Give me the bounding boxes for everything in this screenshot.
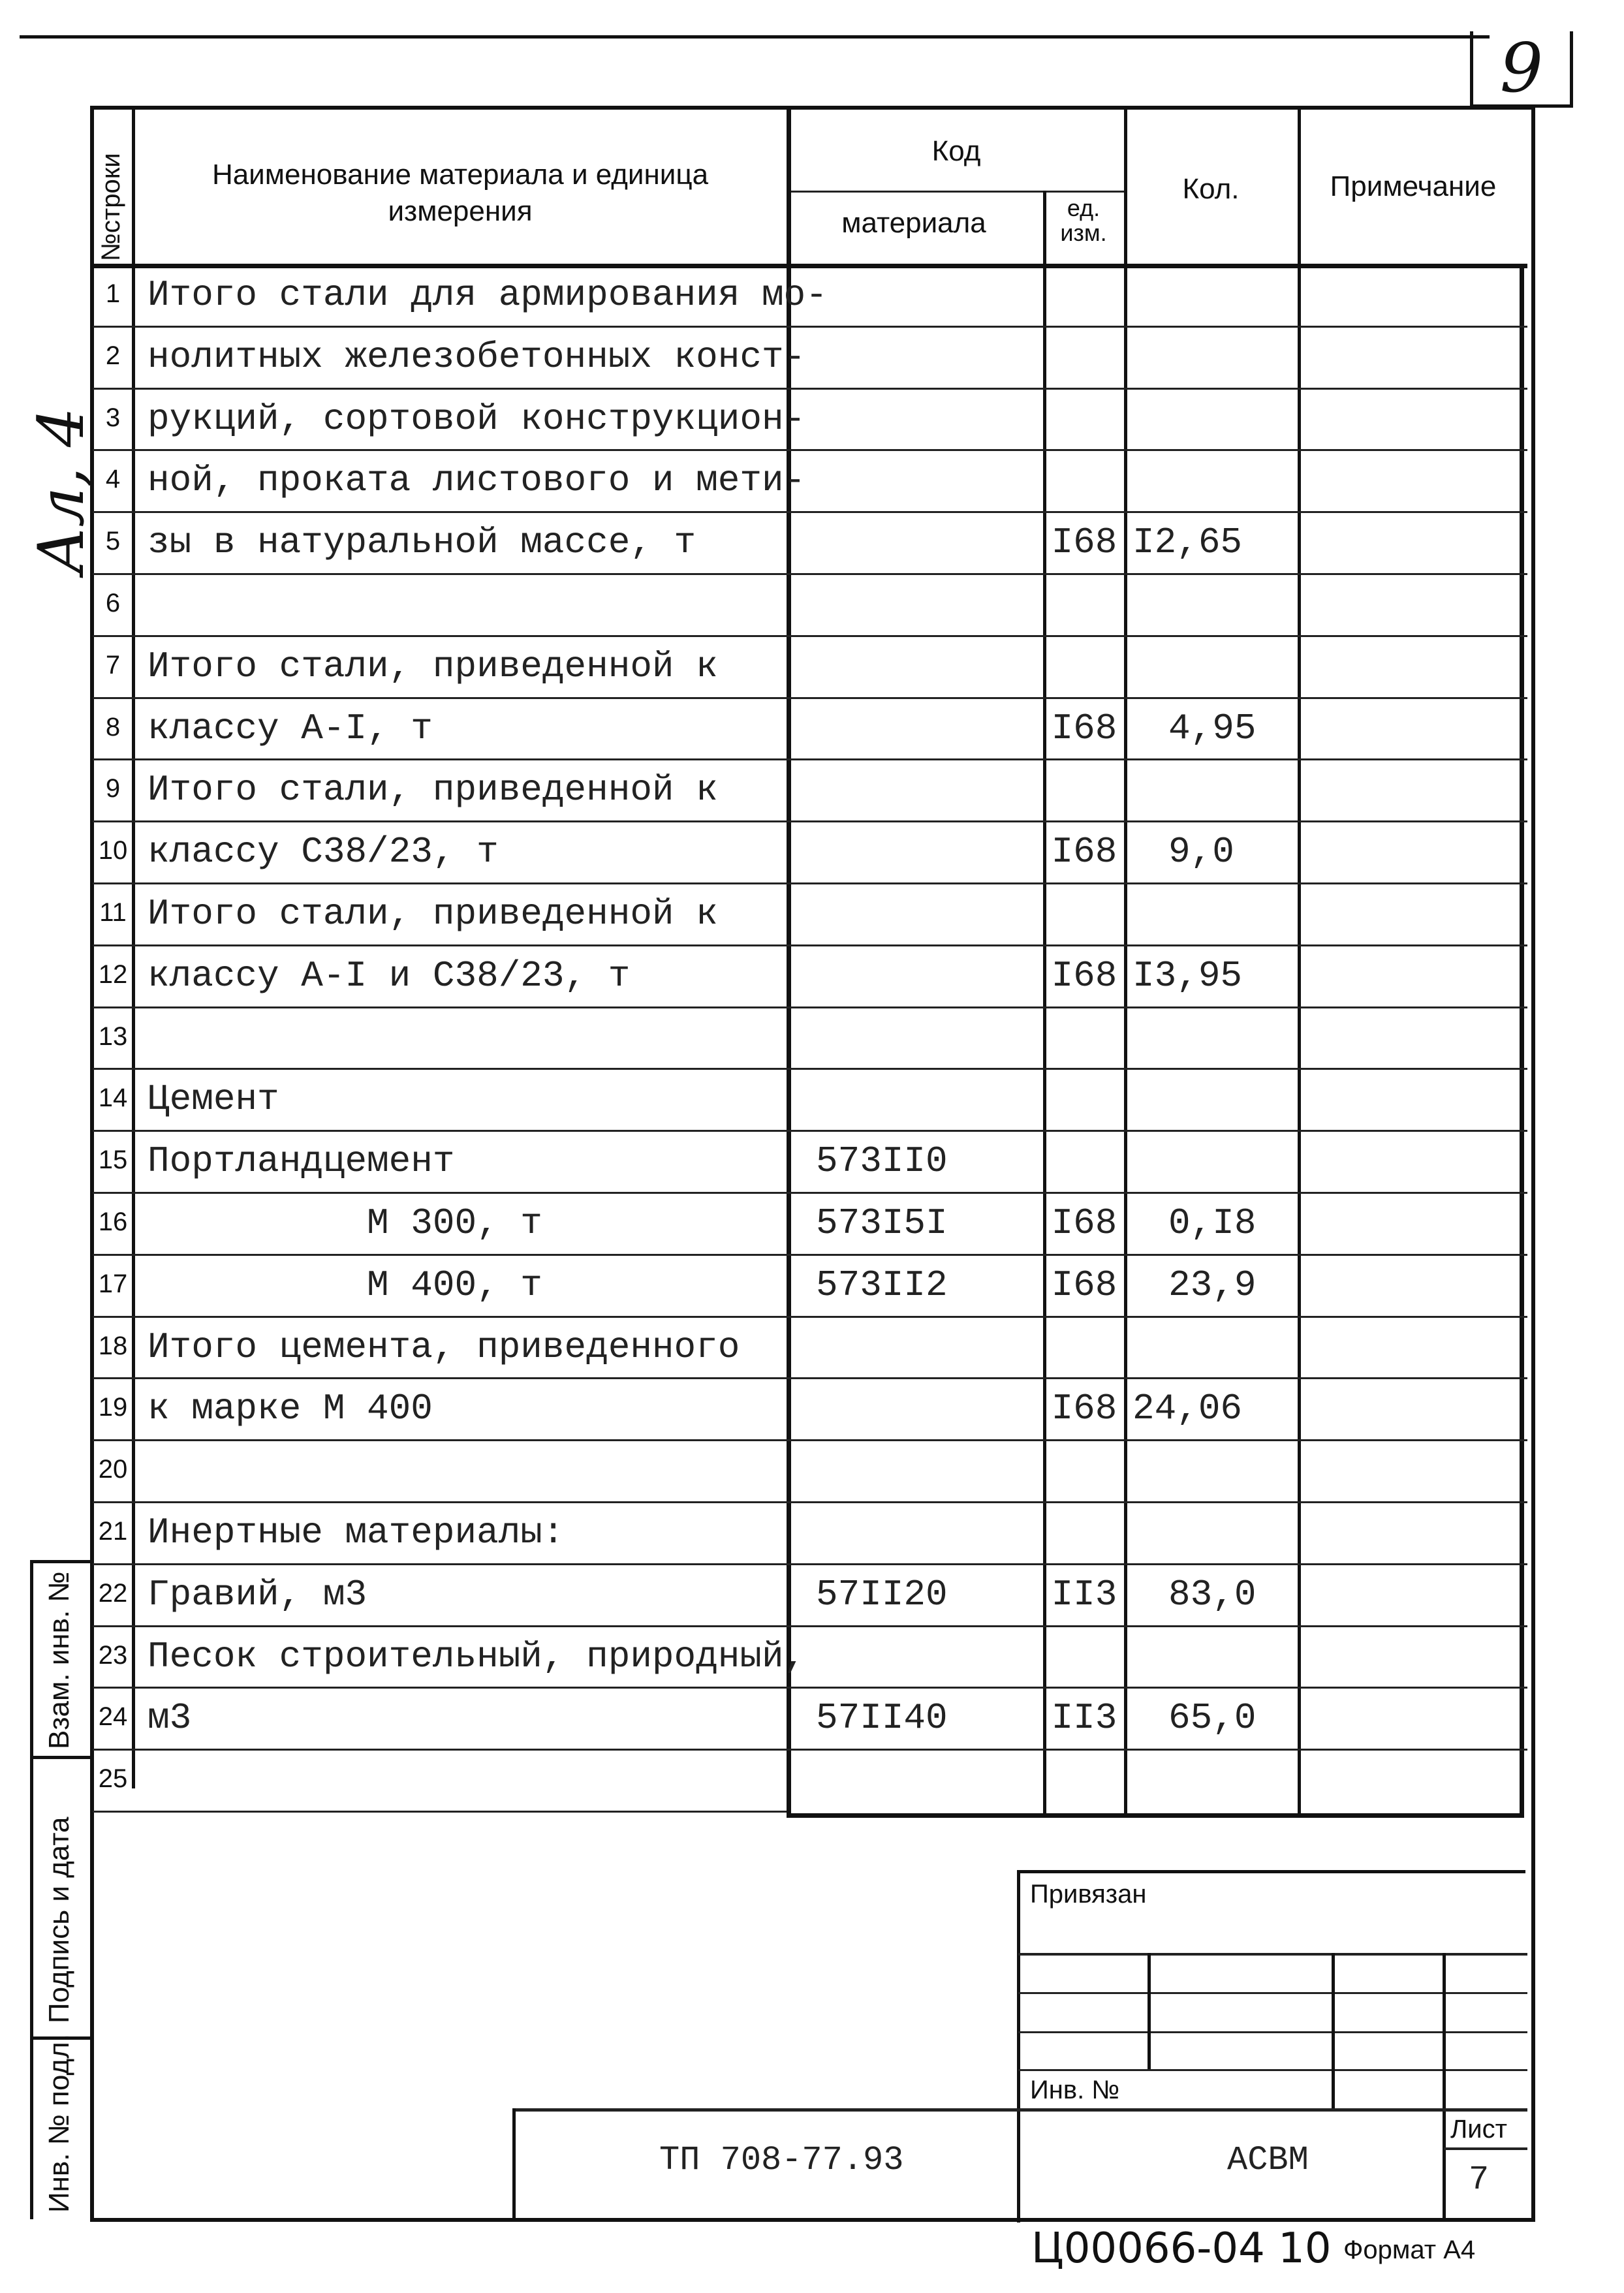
sheet-number: 9 xyxy=(1470,31,1573,108)
row-material-name: зы в натуральной массе, т xyxy=(148,522,696,564)
row-quantity: 83,0 xyxy=(1168,1573,1257,1615)
stamp-list-divider xyxy=(1444,2147,1527,2150)
row-material-name: М 400, т xyxy=(148,1264,542,1306)
row-quantity: 65,0 xyxy=(1168,1697,1257,1739)
footer-handwritten-code: Ц00066-04 10 xyxy=(1031,2224,1332,2273)
row-number: 12 xyxy=(98,959,128,989)
row-line xyxy=(93,326,1527,328)
row-material-name: Песок строительный, природный, xyxy=(148,1635,806,1677)
row-number: 11 xyxy=(99,898,127,927)
row-number: 19 xyxy=(98,1393,128,1422)
footer-format: Формат А4 xyxy=(1343,2236,1476,2264)
header-note: Примечание xyxy=(1330,170,1497,202)
stamp-vline-3 xyxy=(1443,1953,1446,2219)
row-number: 22 xyxy=(98,1578,128,1608)
header-code-unit: ед. изм. xyxy=(1060,195,1107,246)
row-number: 20 xyxy=(98,1455,128,1484)
row-number: 4 xyxy=(105,465,121,494)
row-quantity: 0,I8 xyxy=(1168,1202,1257,1244)
row-material-name: ной, проката листового и мети- xyxy=(148,460,806,502)
margin-sep-1 xyxy=(30,1560,90,1563)
col-line-qty xyxy=(1298,108,1301,1817)
row-material-name: Цемент xyxy=(148,1078,279,1121)
row-line xyxy=(93,944,1527,946)
row-material-name: рукций, сортовой конструкцион- xyxy=(148,398,806,440)
stamp-main-top xyxy=(514,2108,1527,2112)
col-line-note xyxy=(1520,264,1524,1817)
row-unit-code: I68 xyxy=(1051,831,1117,873)
row-number: 15 xyxy=(98,1146,128,1175)
row-material-name: классу А-I и С38/23, т xyxy=(148,954,631,997)
row-line xyxy=(93,1501,1527,1503)
row-line xyxy=(93,1006,1527,1008)
row-material-name: классу С38/23, т xyxy=(148,831,499,873)
margin-sep-2 xyxy=(30,1756,90,1759)
header-code-divider xyxy=(791,191,1125,193)
row-line xyxy=(93,1687,1527,1689)
row-line xyxy=(93,1192,1527,1194)
row-line xyxy=(93,1068,1527,1070)
stamp-album: АСВМ xyxy=(1227,2141,1309,2179)
row-material-name: Инертные материалы: xyxy=(148,1512,565,1553)
row-number: 9 xyxy=(105,774,121,803)
row-material-name: нолитных железобетонных конст- xyxy=(148,335,806,378)
row-material-name: м3 xyxy=(148,1697,192,1739)
row-number: 17 xyxy=(98,1269,128,1298)
row-line xyxy=(93,1377,1527,1379)
header-name: Наименование материала и единица измерения xyxy=(211,159,709,227)
row-number: 5 xyxy=(105,527,121,556)
row-number: 10 xyxy=(98,836,128,866)
row-material-name: Гравий, м3 xyxy=(148,1573,367,1615)
row-material-code: 57II40 xyxy=(816,1697,948,1739)
row-line xyxy=(93,1439,1527,1441)
row-line xyxy=(93,1130,1527,1132)
row-material-name: к марке М 400 xyxy=(148,1388,433,1430)
row-line xyxy=(93,1316,1527,1318)
row-material-name: классу А-I, т xyxy=(148,707,433,749)
header-row-no: №строки xyxy=(97,153,125,261)
row-material-name: Итого стали, приведенной к xyxy=(148,645,718,687)
row-number: 21 xyxy=(98,1517,128,1546)
row-material-name: М 300, т xyxy=(148,1202,542,1244)
row-number: 13 xyxy=(98,1022,128,1051)
top-border-line xyxy=(20,35,1490,39)
stamp-privyazan: Привязан xyxy=(1030,1880,1147,1909)
row-line xyxy=(93,1811,787,1813)
stamp-line-2 xyxy=(1018,1992,1527,1994)
row-unit-code: I68 xyxy=(1051,1264,1117,1306)
row-material-code: 57II20 xyxy=(816,1573,948,1615)
col-line-unit xyxy=(1124,108,1127,1817)
stamp-list-label: Лист xyxy=(1450,2115,1507,2144)
header-bottom-line xyxy=(93,264,1527,268)
header-code-material: материала xyxy=(841,207,986,239)
row-number: 7 xyxy=(105,650,121,679)
row-line xyxy=(93,1254,1527,1256)
row-number: 1 xyxy=(105,279,121,308)
row-material-code: 573I5I xyxy=(816,1202,948,1244)
row-number: 18 xyxy=(98,1331,128,1360)
row-line xyxy=(93,635,1527,637)
row-number: 24 xyxy=(98,1702,128,1732)
row-unit-code: II3 xyxy=(1051,1697,1117,1739)
row-number: 3 xyxy=(105,403,121,432)
row-quantity: 23,9 xyxy=(1168,1264,1257,1306)
margin-vzam-label: Взам. инв. № xyxy=(43,1571,75,1749)
row-line xyxy=(93,697,1527,699)
row-quantity: 9,0 xyxy=(1168,831,1234,873)
row-unit-code: II3 xyxy=(1051,1573,1117,1615)
margin-inv-podl-label: Инв. № подл. xyxy=(43,2033,75,2213)
row-number: 2 xyxy=(105,341,121,370)
stamp-main-left xyxy=(512,2108,516,2219)
row-material-name: Итого цемента, приведенного xyxy=(148,1326,740,1368)
row-line xyxy=(93,1563,1527,1565)
stamp-line-1 xyxy=(1018,1953,1527,1956)
row-number: 6 xyxy=(105,589,121,617)
row-number: 16 xyxy=(98,1208,128,1236)
row-material-name: Итого стали, приведенной к xyxy=(148,893,718,935)
row-unit-code: I68 xyxy=(1051,954,1117,997)
row-quantity: I2,65 xyxy=(1132,522,1243,564)
stamp-line-4 xyxy=(1018,2069,1527,2071)
stamp-inv-no: Инв. № xyxy=(1030,2076,1120,2104)
margin-podpis-label: Подпись и дата xyxy=(43,1817,75,2023)
stamp-list-no: 7 xyxy=(1469,2160,1490,2199)
row-unit-code: I68 xyxy=(1051,1388,1117,1430)
header-code: Код xyxy=(931,135,981,167)
stamp-doc-code: ТП 708-77.93 xyxy=(659,2141,904,2179)
handwritten-side-note: Ал, 4 xyxy=(25,407,98,574)
row-line xyxy=(93,758,1527,760)
row-unit-code: I68 xyxy=(1051,1202,1117,1244)
header-qty: Кол. xyxy=(1182,173,1240,205)
row-line xyxy=(93,1749,1527,1751)
row-line xyxy=(93,388,1527,390)
row-material-name: Портландцемент xyxy=(148,1140,455,1183)
row-number: 8 xyxy=(105,712,121,741)
table-bottom-line-right xyxy=(787,1813,1524,1818)
row-unit-code: I68 xyxy=(1051,707,1117,749)
row-line xyxy=(93,882,1527,884)
row-quantity: 24,06 xyxy=(1132,1388,1243,1430)
stamp-line-3 xyxy=(1018,2031,1527,2033)
row-material-code: 573II2 xyxy=(816,1264,948,1306)
row-material-name: Итого стали, приведенной к xyxy=(148,769,718,811)
row-number: 23 xyxy=(98,1640,128,1670)
row-number: 14 xyxy=(98,1084,128,1113)
stamp-vline-2 xyxy=(1332,1953,1335,2108)
row-material-name: Итого стали для армирования мо- xyxy=(148,274,828,316)
row-line xyxy=(93,449,1527,451)
row-unit-code: I68 xyxy=(1051,522,1117,564)
row-quantity: 4,95 xyxy=(1168,707,1257,749)
row-number: 25 xyxy=(98,1764,128,1794)
stamp-vline-1 xyxy=(1148,1953,1151,2069)
row-line xyxy=(93,1625,1527,1627)
row-material-code: 573II0 xyxy=(816,1140,948,1183)
row-line xyxy=(93,573,1527,575)
row-line xyxy=(93,820,1527,822)
col-line-code xyxy=(1043,191,1046,1817)
row-quantity: I3,95 xyxy=(1132,954,1243,997)
row-line xyxy=(93,511,1527,513)
